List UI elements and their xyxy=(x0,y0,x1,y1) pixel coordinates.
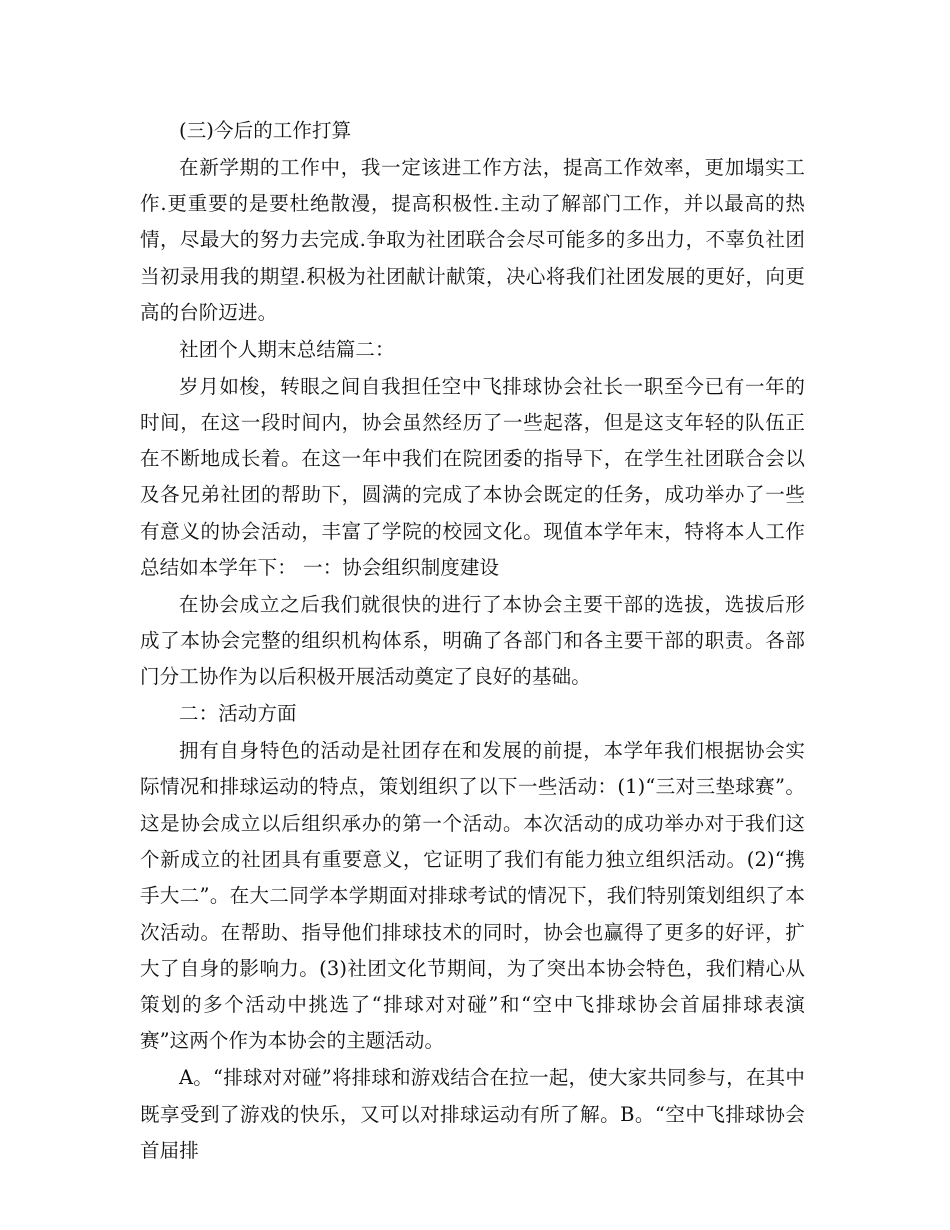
paragraph-organization-building: 在协会成立之后我们就很快的进行了本协会主要干部的选拔，选拔后形成了本协会完整的组织机构体系，明确了各部门和各主要干部的职责。各部门分工协作为以后积极开展活动奠定了良好的基础。 xyxy=(140,592,805,689)
document-body xyxy=(140,113,805,1170)
paragraph-activities-detail: 拥有自身特色的活动是社团存在和发展的前提，本学年我们根据协会实际情况和排球运动的特点，策划组织了以下一些活动：(1)“三对三垫球赛”。这是协会成立以后组织承办的第一个活动。本次活动的成功举办对于我们这个新成立的社团具有重要意义，它证明了我们有能力独立组织活动。(2)“携手大二”。在大二同学本学期面对排球考试的情况下，我们特别策划组织了本次活动。在帮助、指导他们排球技术的同时，协会也赢得了更多的好评，扩大了自身的影响力。(3)社团文化节期间，为了突出本协会特色，我们精心从策划的多个活动中挑选了“排球对对碰”和“空中飞排球协会首届排球表演赛”这两个作为本协会的主题活动。 xyxy=(140,739,805,1053)
paragraph-new-semester-plan: 在新学期的工作中，我一定该进工作方法，提高工作效率，更加塌实工作.更重要的是要杜绝散漫，提高积极性.主动了解部门工作，并以最高的热情，尽最大的努力去完成.争取为社团联合会尽可能多的多出力，不辜负社团当初录用我的期望.积极为社团献计献策，决心将我们社团发展的更好，向更高的台阶迈进。 xyxy=(140,155,805,324)
section-heading-activities: 二：活动方面 xyxy=(179,702,297,726)
section-heading-future-plans: (三)今后的工作打算 xyxy=(179,119,352,142)
section-heading-part-two: 社团个人期末总结篇二： xyxy=(179,337,395,361)
paragraph-year-review: 岁月如梭，转眼之间自我担任空中飞排球协会社长一职至今已有一年的时间，在这一段时间内，协会虽然经历了一些起落，但是这支年轻的队伍正在不断地成长着。在这一年中我们在院团委的指导下，在学生社团联合会以及各兄弟社团的帮助下，圆满的完成了本协会既定的任务，成功举办了一些有意义的协会活动，丰富了学院的校园文化。现值本学年末，特将本人工作总结如本学年下： 一：协会组织制度建设 xyxy=(140,374,805,580)
paragraph-theme-activities: A。“排球对对碰”将排球和游戏结合在拉一起，使大家共同参与，在其中既享受到了游戏的快乐，又可以对排球运动有所了解。B。“空中飞排球协会首届排 xyxy=(140,1066,805,1162)
